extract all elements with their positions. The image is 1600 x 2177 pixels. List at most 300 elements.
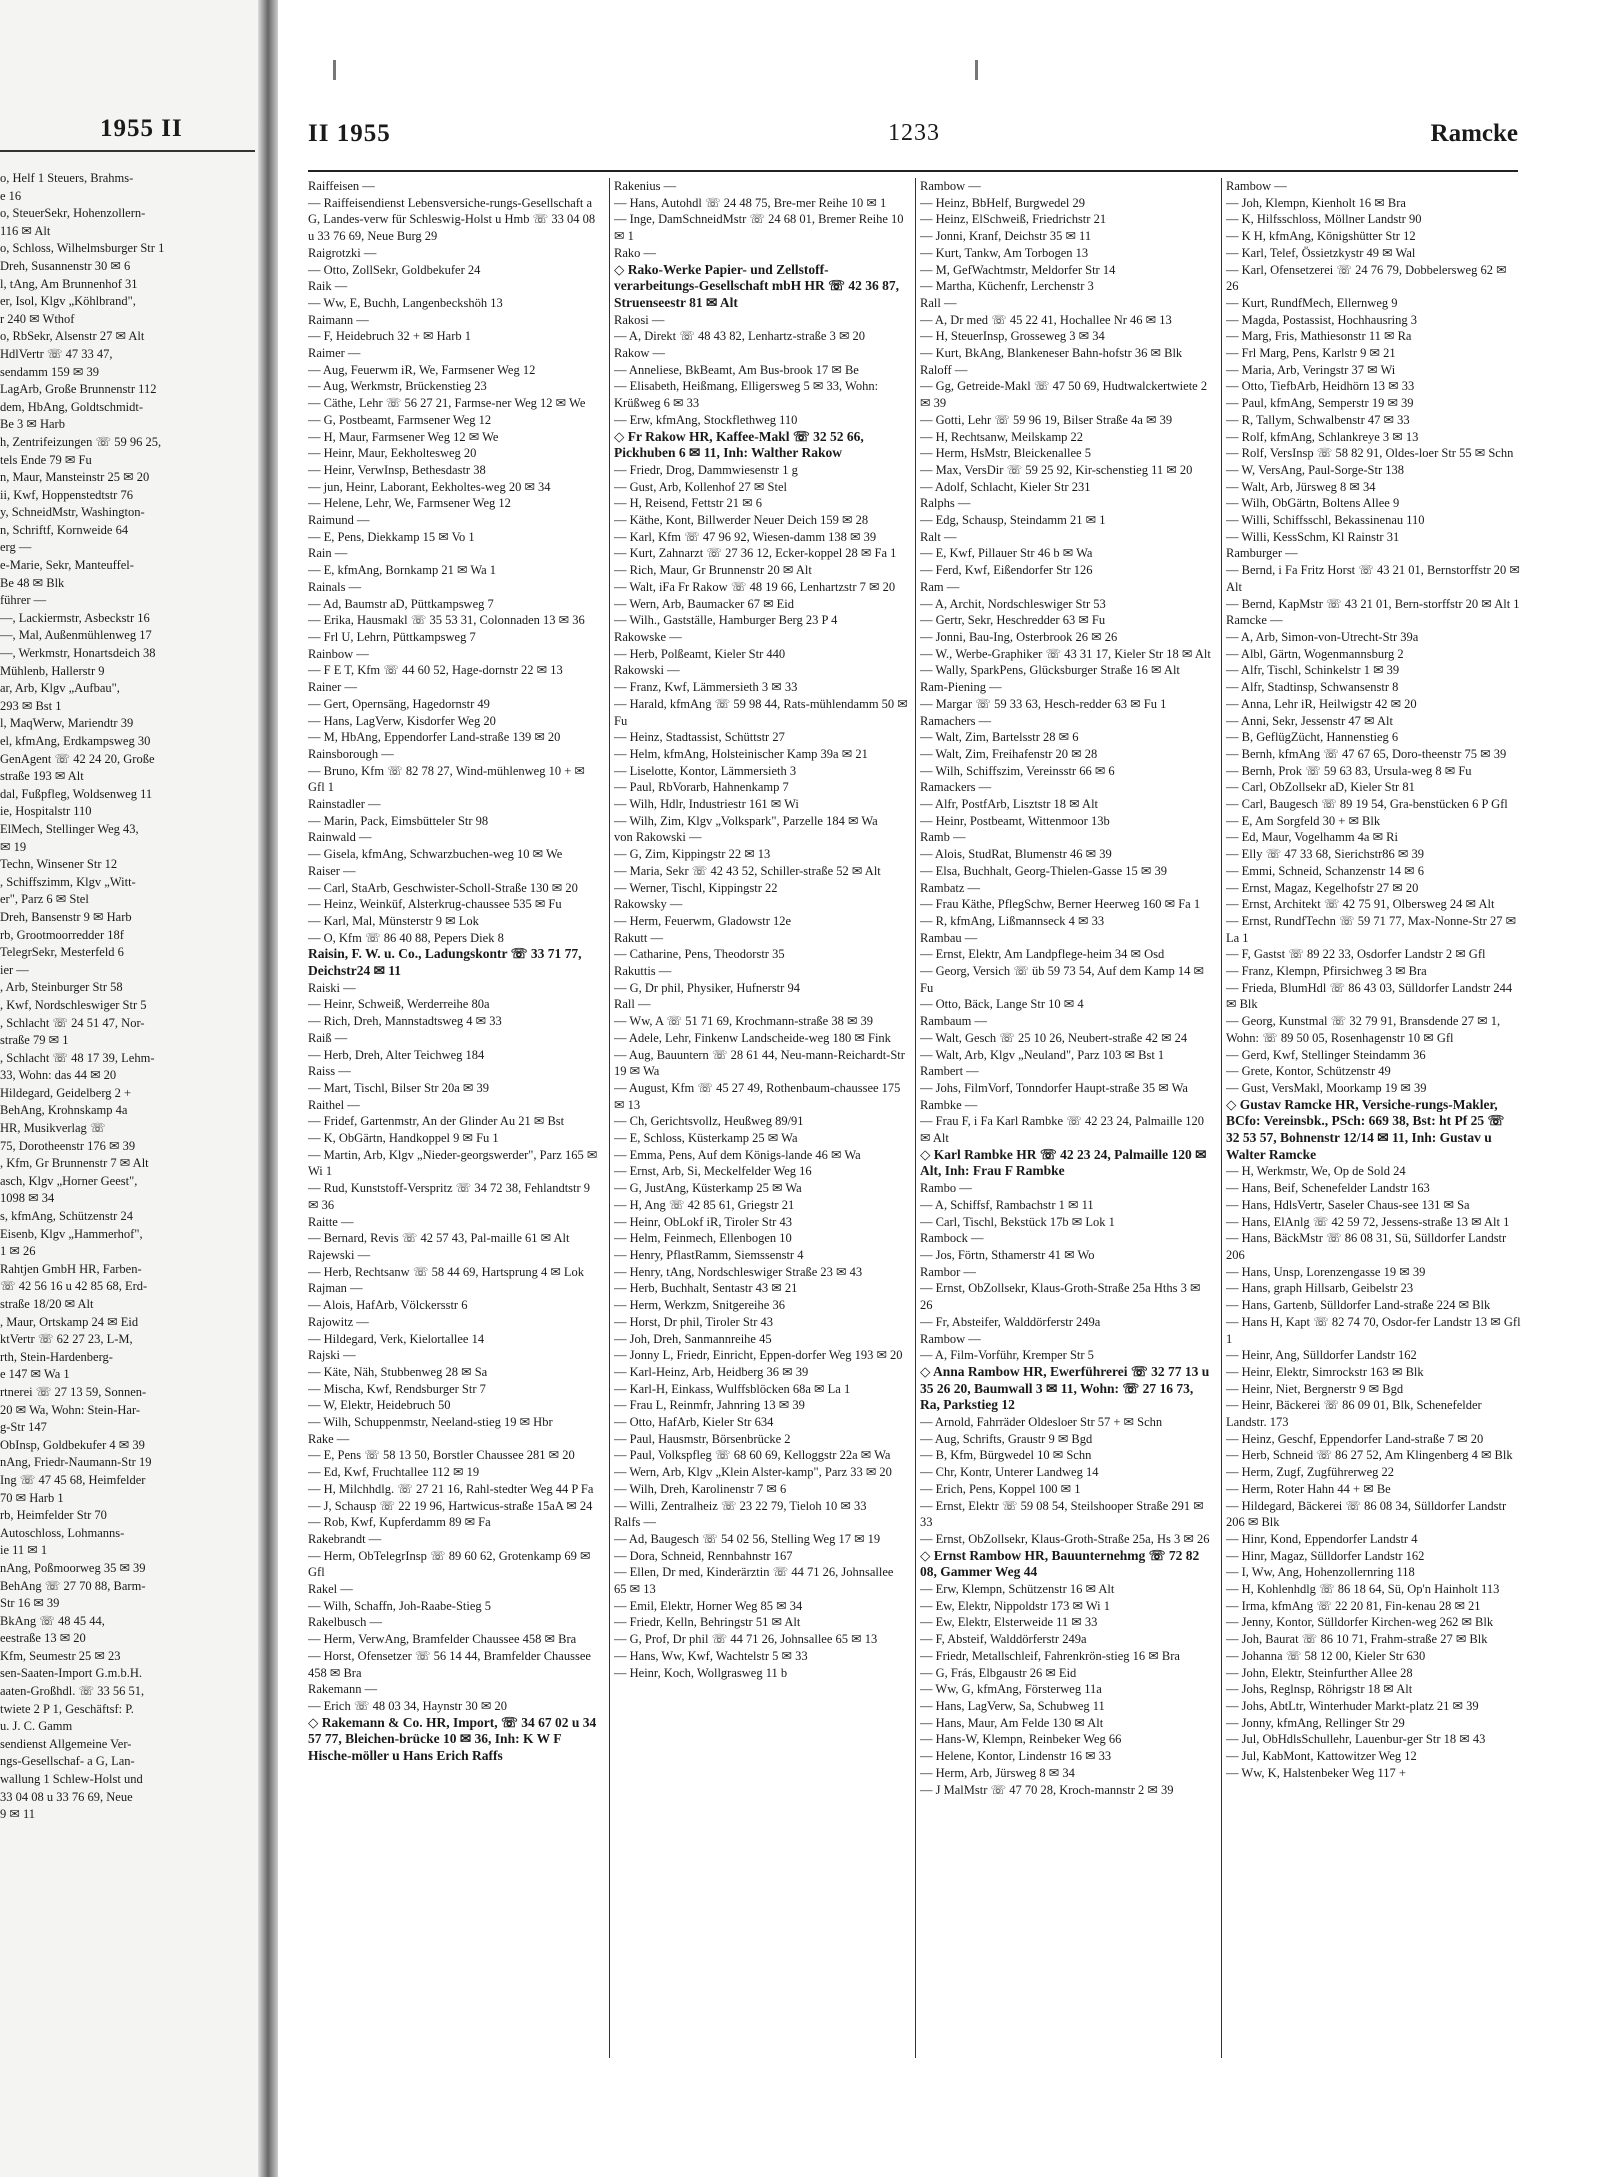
directory-entry: — Martha, Küchenfr, Lerchenstr 3 bbox=[920, 279, 1094, 294]
directory-entry: — A, Dr med ☏ 45 22 41, Hochallee Nr 46 ✉ 13 bbox=[920, 312, 1172, 327]
previous-page-line: erg — bbox=[0, 540, 32, 555]
directory-entry: — Maria, Arb, Veringstr 37 ✉ Wi bbox=[1226, 362, 1396, 377]
directory-entry: — Bernd, i Fa Fritz Horst ☏ 43 21 01, Bernstorffstr 20 ✉ Alt bbox=[1226, 563, 1520, 594]
directory-entry: — Johs, Reglnsp, Röhrigstr 18 ✉ Alt bbox=[1226, 1682, 1413, 1697]
directory-entry: — Wilh, Schaffn, Joh-Raabe-Stieg 5 bbox=[308, 1598, 492, 1613]
directory-entry: — Paul, kfmAng, Semperstr 19 ✉ 39 bbox=[1226, 396, 1414, 411]
directory-entry: — Ernst, Architekt ☏ 42 75 91, Olbersweg 24 ✉ Alt bbox=[1226, 897, 1495, 912]
directory-entry: — Rud, Kunststoff-Verspritz ☏ 34 72 38, Fehlandtstr 9 ✉ 36 bbox=[308, 1181, 591, 1212]
directory-entry: — Hans, Beif, Schenefelder Landstr 163 bbox=[1226, 1181, 1430, 1196]
directory-entry: — Gisela, kfmAng, Schwarzbuchen-weg 10 ✉ We bbox=[308, 847, 563, 862]
surname-heading: Raiss — bbox=[308, 1064, 351, 1079]
directory-entry: — Hans, ElAnlg ☏ 42 59 72, Jessens-straße 13 ✉ Alt 1 bbox=[1226, 1214, 1510, 1229]
directory-entry: — Erich, Pens, Koppel 100 ✉ 1 bbox=[920, 1481, 1081, 1496]
directory-entry: — H, Reisend, Fettstr 21 ✉ 6 bbox=[614, 496, 762, 511]
directory-entry: — Hinr, Magaz, Sülldorfer Landstr 162 bbox=[1226, 1548, 1425, 1563]
directory-entry: Raisin, F. W. u. Co., Ladungskontr ☏ 33 71 77, Deichstr24 ✉ 11 bbox=[308, 946, 582, 979]
surname-heading: Raigrotzki — bbox=[308, 245, 377, 260]
directory-entry: — Erw, Klempn, Schützenstr 16 ✉ Alt bbox=[920, 1582, 1115, 1597]
previous-page-line: , Schlacht ☏ 24 51 47, Nor- bbox=[0, 1015, 145, 1030]
directory-entry: — H, Werkmstr, We, Op de Sold 24 bbox=[1226, 1164, 1406, 1179]
directory-entry: — Walt, Zim, Bartelsstr 28 ✉ 6 bbox=[920, 730, 1079, 745]
directory-entry: — Otto, Bäck, Lange Str 10 ✉ 4 bbox=[920, 997, 1084, 1012]
directory-entry: — E, Schloss, Küsterkamp 25 ✉ Wa bbox=[614, 1131, 798, 1146]
surname-heading: Rambert — bbox=[920, 1064, 979, 1079]
directory-entry: — Chr, Kontr, Unterer Landweg 14 bbox=[920, 1465, 1099, 1480]
directory-entry: — Walt, iFa Fr Rakow ☏ 48 19 66, Lenhartzstr 7 ✉ 20 bbox=[614, 579, 896, 594]
directory-entry: ◇ Rako-Werke Papier- und Zellstoff-verarbeitungs-Gesellschaft mbH HR ☏ 42 36 87, Struenseestr 81 ✉ Alt bbox=[614, 261, 899, 310]
directory-entry: — Otto, TiefbArb, Heidhörn 13 ✉ 33 bbox=[1226, 379, 1415, 394]
previous-page-line: BehAng, Krohnskamp 4a bbox=[0, 1103, 128, 1118]
surname-heading: Raimund — bbox=[308, 513, 370, 528]
directory-entry: — Alois, HafArb, Völckersstr 6 bbox=[308, 1298, 468, 1313]
surname-heading: Raimann — bbox=[308, 312, 369, 327]
previous-page-line: ElMech, Stellinger Weg 43, bbox=[0, 821, 139, 836]
directory-entry: — Elly ☏ 47 33 68, Sierichstr86 ✉ 39 bbox=[1226, 847, 1424, 862]
directory-entry: — Hans, Autohdl ☏ 24 48 75, Bre-mer Reihe 10 ✉ 1 bbox=[614, 195, 887, 210]
directory-entry: — Frau L, Reinmfr, Jahnring 13 ✉ 39 bbox=[614, 1398, 805, 1413]
directory-entry: — E, Kwf, Pillauer Str 46 b ✉ Wa bbox=[920, 546, 1093, 561]
previous-page-line: sendienst Allgemeine Ver- bbox=[0, 1736, 132, 1751]
directory-entry: — Heinr, ObLokf iR, Tiroler Str 43 bbox=[614, 1214, 792, 1229]
directory-entry: — E, Pens, Diekkamp 15 ✉ Vo 1 bbox=[308, 529, 475, 544]
directory-entry: — Walt, Arb, Klgv „Neuland", Parz 103 ✉ Bst 1 bbox=[920, 1047, 1165, 1062]
previous-page-line: ie 11 ✉ 1 bbox=[0, 1543, 48, 1558]
surname-heading: Raiffeisen — bbox=[308, 179, 375, 193]
directory-entry: — Jul, ObHdlsSchullehr, Lauenbur-ger Str 18 ✉ 43 bbox=[1226, 1732, 1486, 1747]
directory-entry: — Elisabeth, Heißmang, Elligersweg 5 ✉ 33, Wohn: Krüßweg 6 ✉ 33 bbox=[614, 379, 879, 411]
scan-mark bbox=[333, 60, 336, 80]
surname-heading: Rambow — bbox=[920, 179, 981, 193]
previous-page-line: ✉ 19 bbox=[0, 839, 27, 854]
directory-entry: — Werner, Tischl, Kippingstr 22 bbox=[614, 880, 778, 895]
directory-entry: — Franz, Klempn, Pfirsichweg 3 ✉ Bra bbox=[1226, 964, 1427, 979]
directory-entry: — Anni, Sekr, Jessenstr 47 ✉ Alt bbox=[1226, 713, 1393, 728]
previous-page-line: r 240 ✉ Wthof bbox=[0, 311, 75, 326]
directory-entry: — Johs, AbtLtr, Winterhuder Markt-platz 21 ✉ 39 bbox=[1226, 1698, 1479, 1713]
previous-page-line: Kfm, Seumestr 25 ✉ 23 bbox=[0, 1648, 121, 1663]
previous-page-line: , Kwf, Nordschleswiger Str 5 bbox=[0, 997, 147, 1012]
directory-entry: — Ed, Maur, Vogelhamm 4a ✉ Ri bbox=[1226, 830, 1398, 845]
directory-entry: — Kurt, Tankw, Am Torbogen 13 bbox=[920, 245, 1089, 260]
directory-entry: — W, VersAng, Paul-Sorge-Str 138 bbox=[1226, 462, 1405, 477]
surname-heading: Raithel — bbox=[308, 1097, 360, 1112]
previous-page-line: , Schiffszimm, Klgv „Witt- bbox=[0, 874, 136, 889]
previous-page-line: ObInsp, Goldbekufer 4 ✉ 39 bbox=[0, 1437, 145, 1452]
surname-heading: Ralfs — bbox=[614, 1515, 657, 1530]
directory-entry: — Rich, Dreh, Mannstadtsweg 4 ✉ 33 bbox=[308, 1014, 502, 1029]
directory-entry: — Helene, Kontor, Lindenstr 16 ✉ 33 bbox=[920, 1749, 1112, 1764]
directory-column-4 bbox=[1226, 178, 1521, 2058]
directory-entry: — M, HbAng, Eppendorfer Land-straße 139 ✉ 20 bbox=[308, 730, 561, 745]
directory-entry: — Jonni, Bau-Ing, Osterbrook 26 ✉ 26 bbox=[920, 629, 1118, 644]
previous-page-line: 33, Wohn: das 44 ✉ 20 bbox=[0, 1068, 117, 1083]
directory-entry: — Hildegard, Bäckerei ☏ 86 08 34, Sülldorfer Landstr 206 ✉ Blk bbox=[1226, 1498, 1507, 1530]
previous-page-line: rb, Heimfelder Str 70 bbox=[0, 1508, 107, 1523]
surname-heading: Rajski — bbox=[308, 1348, 356, 1363]
previous-page-line: twiete 2 P 1, Geschäftsf: P. bbox=[0, 1701, 134, 1716]
directory-entry: — John, Elektr, Steinfurther Allee 28 bbox=[1226, 1665, 1413, 1680]
surname-heading: Ramcke — bbox=[1226, 613, 1283, 628]
directory-entry: — Herm, Werkzm, Snitgereihe 36 bbox=[614, 1298, 785, 1313]
directory-entry: — Fr, Absteifer, Walddörferstr 249a bbox=[920, 1314, 1101, 1329]
directory-entry: — Herb, Buchhalt, Sentastr 43 ✉ 21 bbox=[614, 1281, 798, 1296]
directory-entry: — Ad, Baumstr aD, Püttkampsweg 7 bbox=[308, 596, 494, 611]
directory-entry: — Hans, Gartenb, Sülldorfer Land-straße 224 ✉ Blk bbox=[1226, 1298, 1491, 1313]
directory-column-2 bbox=[614, 178, 909, 2058]
directory-entry: — Herm, Feuerwm, Gladowstr 12e bbox=[614, 913, 792, 928]
directory-entry: ◇ Rakemann & Co. HR, Import, ☏ 34 67 02 u 34 57 77, Bleichen-brücke 10 ✉ 36, Inh: K W F Hische-möller u Hans Erich Raffs bbox=[308, 1714, 597, 1764]
directory-column-3 bbox=[920, 178, 1215, 2058]
previous-page-line: , Schlacht ☏ 48 17 39, Lehm- bbox=[0, 1050, 155, 1065]
directory-entry: — Rich, Maur, Gr Brunnenstr 20 ✉ Alt bbox=[614, 563, 812, 578]
directory-entry: — Heinz, Geschf, Eppendorfer Land-straße 7 ✉ 20 bbox=[1226, 1431, 1484, 1446]
directory-entry: — Georg, Versich ☏ üb 59 73 54, Auf dem Kamp 14 ✉ Fu bbox=[920, 964, 1204, 995]
directory-entry: ◇ Fr Rakow HR, Kaffee-Makl ☏ 32 52 66, Pickhuben 6 ✉ 11, Inh: Walther Rakow bbox=[614, 428, 864, 461]
directory-entry: — Margar ☏ 59 33 63, Hesch-redder 63 ✉ Fu 1 bbox=[920, 696, 1167, 711]
surname-heading: Rambor — bbox=[920, 1264, 976, 1279]
previous-page-line: el, kfmAng, Erdkampsweg 30 bbox=[0, 734, 151, 748]
previous-page-line: o, Helf 1 Steuers, Brahms- bbox=[0, 171, 134, 185]
directory-entry: — Maria, Sekr ☏ 42 43 52, Schiller-straße 52 ✉ Alt bbox=[614, 863, 881, 878]
previous-page-line: —, Lackiermstr, Asbeckstr 16 bbox=[0, 610, 150, 625]
directory-entry: — Emil, Elektr, Horner Weg 85 ✉ 34 bbox=[614, 1598, 803, 1613]
directory-entry: — Emma, Pens, Auf dem Königs-lande 46 ✉ Wa bbox=[614, 1147, 861, 1162]
directory-entry: — H, Kohlenhdlg ☏ 86 18 64, Sü, Op'n Hainholt 113 bbox=[1226, 1582, 1500, 1597]
surname-heading: Rambow — bbox=[1226, 179, 1287, 193]
directory-entry: — Heinz, ElSchweiß, Friedrichstr 21 bbox=[920, 212, 1107, 227]
surname-heading: Rakenius — bbox=[614, 179, 677, 193]
directory-entry: — Erw, kfmAng, Stockflethweg 110 bbox=[614, 412, 798, 427]
directory-entry: — Kurt, BkAng, Blankeneser Bahn-hofstr 36 ✉ Blk bbox=[920, 346, 1183, 361]
previous-page-line: , Kfm, Gr Brunnenstr 7 ✉ Alt bbox=[0, 1156, 149, 1171]
directory-entry: ◇ Gustav Ramcke HR, Versiche-rungs-Makler, BCfo: Vereinsbk., PSch: 669 38, Bst: ht Pf 25 ☏ 32 53 57, Bohnenstr 12/14 ✉ 11, Inh: Gustav u Walter Ramcke bbox=[1226, 1096, 1505, 1162]
directory-entry: — F, Gastst ☏ 89 22 33, Osdorfer Landstr 2 ✉ Gfl bbox=[1226, 947, 1486, 962]
directory-entry: — G, Prof, Dr phil ☏ 44 71 26, Johnsallee 65 ✉ 13 bbox=[614, 1632, 878, 1647]
surname-heading: Raitte — bbox=[308, 1214, 354, 1229]
directory-entry: — Carl, StaArb, Geschwister-Scholl-Straße 130 ✉ 20 bbox=[308, 880, 578, 895]
surname-heading: Raimer — bbox=[308, 346, 361, 361]
previous-page-line: , Maur, Ortskamp 24 ✉ Eid bbox=[0, 1314, 139, 1329]
directory-entry: — Frl Marg, Pens, Karlstr 9 ✉ 21 bbox=[1226, 346, 1396, 361]
directory-entry: — Walt, Arb, Jürsweg 8 ✉ 34 bbox=[1226, 479, 1376, 494]
directory-entry: — Herm, HsMstr, Bleickenallee 5 bbox=[920, 446, 1091, 461]
directory-entry: — Joh, Baurat ☏ 86 10 71, Frahm-straße 27 ✉ Blk bbox=[1226, 1632, 1488, 1647]
directory-entry: — Ernst, Elektr, Am Landpflege-heim 34 ✉ Osd bbox=[920, 947, 1165, 962]
surname-heading: Raiski — bbox=[308, 980, 356, 995]
directory-columns bbox=[308, 178, 1521, 2058]
directory-entry: — Ed, Kwf, Fruchtallee 112 ✉ 19 bbox=[308, 1465, 480, 1480]
directory-entry: — Jos, Förtn, Sthamerstr 41 ✉ Wo bbox=[920, 1248, 1095, 1262]
directory-entry: — Jul, KabMont, Kattowitzer Weg 12 bbox=[1226, 1749, 1417, 1764]
directory-entry: — Frau Käthe, PflegSchw, Berner Heerweg 160 ✉ Fa 1 bbox=[920, 897, 1201, 912]
directory-column-1 bbox=[308, 178, 603, 2058]
directory-entry: — H, Rechtsanw, Meilskamp 22 bbox=[920, 429, 1084, 444]
directory-entry: — Herm, Arb, Jürsweg 8 ✉ 34 bbox=[920, 1765, 1075, 1780]
directory-entry: — Rob, Kwf, Kupferdamm 89 ✉ Fa bbox=[308, 1515, 491, 1530]
directory-entry: — Grete, Kontor, Schützenstr 49 bbox=[1226, 1064, 1391, 1079]
previous-page-line: n, Schriftf, Kornweide 64 bbox=[0, 522, 129, 537]
directory-entry: — O, Kfm ☏ 86 40 88, Pepers Diek 8 bbox=[308, 930, 504, 945]
directory-entry: — Martin, Arb, Klgv „Nieder-georgswerder", Parz 165 ✉ Wi 1 bbox=[308, 1147, 598, 1179]
previous-page-line: dal, Fußpfleg, Woldsenweg 11 bbox=[0, 786, 153, 801]
directory-entry: — Cäthe, Lehr ☏ 56 27 21, Farmse-ner Weg 12 ✉ We bbox=[308, 396, 586, 411]
directory-entry: — Friedr, Kelln, Behringstr 51 ✉ Alt bbox=[614, 1615, 801, 1630]
directory-entry: — H, SteuerInsp, Grosseweg 3 ✉ 34 bbox=[920, 329, 1105, 344]
directory-entry: — Ew, Elektr, Elsterweide 11 ✉ 33 bbox=[920, 1615, 1098, 1630]
directory-entry: — Ww, E, Buchh, Langenbeckshöh 13 bbox=[308, 295, 503, 310]
previous-page-line: ii, Kwf, Hoppenstedtstr 76 bbox=[0, 487, 133, 502]
directory-entry: — Bernh, kfmAng ☏ 47 67 65, Doro-theenstr 75 ✉ 39 bbox=[1226, 746, 1507, 761]
surname-heading: Ramackers — bbox=[920, 780, 992, 795]
previous-page-line: ngs-Gesellschaf- a G, Lan- bbox=[0, 1754, 135, 1769]
previous-page-line: o, Schloss, Wilhelmsburger Str 1 bbox=[0, 241, 165, 256]
directory-entry: — Herm, Roter Hahn 44 + ✉ Be bbox=[1226, 1481, 1391, 1496]
previous-page-line: g-Str 147 bbox=[0, 1420, 47, 1435]
directory-entry: — Arnold, Fahrräder Oldesloer Str 57 + ✉ Schn bbox=[920, 1415, 1163, 1430]
previous-page-line: 1098 ✉ 34 bbox=[0, 1191, 55, 1206]
directory-entry: — Hans-W, Klempn, Reinbeker Weg 66 bbox=[920, 1732, 1122, 1747]
previous-page-line: l, tAng, Am Brunnenhof 31 bbox=[0, 276, 138, 291]
surname-heading: Rajowitz — bbox=[308, 1314, 369, 1329]
previous-page-line: ier — bbox=[0, 962, 29, 977]
previous-page-line: 70 ✉ Harb 1 bbox=[0, 1490, 64, 1505]
previous-page-line: Eisenb, Klgv „Hammerhof", bbox=[0, 1226, 143, 1241]
surname-heading: Rakowsky — bbox=[614, 897, 683, 912]
surname-heading: Rambke — bbox=[920, 1097, 978, 1112]
directory-entry: ◇ Ernst Rambow HR, Bauunternehmg ☏ 72 82 08, Gammer Weg 44 bbox=[920, 1547, 1200, 1580]
directory-entry: — Karl, Ofensetzerei ☏ 24 76 79, Dobbelersweg 62 ✉ 26 bbox=[1226, 262, 1507, 294]
surname-heading: Rainstadler — bbox=[308, 797, 381, 812]
directory-entry: — Carl, Baugesch ☏ 89 19 54, Gra-benstücken 6 P Gfl bbox=[1226, 797, 1508, 812]
directory-entry: — Helm, Feinmech, Ellenbogen 10 bbox=[614, 1231, 792, 1246]
surname-heading: Ramburger — bbox=[1226, 546, 1298, 561]
surname-heading: Rall — bbox=[614, 997, 651, 1012]
directory-entry: — Aug, Schrifts, Graustr 9 ✉ Bgd bbox=[920, 1431, 1093, 1446]
directory-entry: — Willi, KessSchm, Kl Rainstr 31 bbox=[1226, 529, 1400, 544]
directory-entry: — Anneliese, BkBeamt, Am Bus-brook 17 ✉ Be bbox=[614, 362, 859, 377]
surname-heading: Rambow — bbox=[920, 1331, 981, 1346]
surname-heading: Ram — bbox=[920, 579, 960, 594]
surname-heading: Ramb — bbox=[920, 830, 966, 845]
previous-page-line: rtnerei ☏ 27 13 59, Sonnen- bbox=[0, 1384, 147, 1399]
directory-entry: — Wern, Arb, Baumacker 67 ✉ Eid bbox=[614, 596, 795, 611]
previous-page-line: LagArb, Große Brunnenstr 112 bbox=[0, 382, 157, 397]
directory-entry: — J MalMstr ☏ 47 70 28, Kroch-mannstr 2 ✉ 39 bbox=[920, 1782, 1174, 1797]
directory-entry: — Horst, Ofensetzer ☏ 56 14 44, Bramfelder Chaussee 458 ✉ Bra bbox=[308, 1648, 591, 1680]
directory-entry: — Käthe, Kont, Billwerder Neuer Deich 159 ✉ 28 bbox=[614, 513, 869, 528]
directory-entry: — August, Kfm ☏ 45 27 49, Rothenbaum-chaussee 175 ✉ 13 bbox=[614, 1080, 901, 1112]
directory-entry: — Ch, Gerichtsvollz, Heußweg 89/91 bbox=[614, 1114, 804, 1129]
header-rule bbox=[308, 170, 1518, 172]
directory-entry: — Wilh, Dreh, Karolinenstr 7 ✉ 6 bbox=[614, 1481, 787, 1496]
previous-page-line: Hildegard, Geidelberg 2 + bbox=[0, 1085, 132, 1100]
surname-heading: Rako — bbox=[614, 245, 657, 260]
surname-heading: Rainer — bbox=[308, 680, 357, 695]
directory-entry: — W, Elektr, Heidebruch 50 bbox=[308, 1398, 451, 1413]
surname-heading: Rakebrandt — bbox=[308, 1531, 382, 1546]
directory-entry: — Ernst, Arb, Si, Meckelfelder Weg 16 bbox=[614, 1164, 812, 1179]
directory-entry: — Adele, Lehr, Finkenw Landscheide-weg 180 ✉ Fink bbox=[614, 1030, 891, 1045]
directory-entry: — Carl, ObZollsekr aD, Kieler Str 81 bbox=[1226, 780, 1415, 795]
surname-heading: Raik — bbox=[308, 279, 348, 294]
directory-entry: — Irma, kfmAng ☏ 22 20 81, Fin-kenau 28 ✉ 21 bbox=[1226, 1598, 1481, 1613]
directory-entry: — Dora, Schneid, Rennbahnstr 167 bbox=[614, 1548, 793, 1563]
directory-entry: — Gerd, Kwf, Stellinger Steindamm 36 bbox=[1226, 1047, 1426, 1062]
directory-entry: — A, Schiffsf, Rambachstr 1 ✉ 11 bbox=[920, 1197, 1094, 1212]
directory-entry: — R, Tallym, Schwalbenstr 47 ✉ 33 bbox=[1226, 412, 1410, 427]
directory-entry: — J, Schausp ☏ 22 19 96, Hartwicus-straße 15aA ✉ 24 bbox=[308, 1498, 593, 1513]
previous-page-line: 75, Dorotheenstr 176 ✉ 39 bbox=[0, 1138, 136, 1153]
surname-heading: Rall — bbox=[920, 295, 957, 310]
directory-entry: — Frl U, Lehrn, Püttkampsweg 7 bbox=[308, 629, 476, 644]
directory-entry: — Johs, FilmVorf, Tonndorfer Haupt-straße 35 ✉ Wa bbox=[920, 1080, 1188, 1095]
directory-entry: — Joh, Dreh, Sanmannreihe 45 bbox=[614, 1331, 772, 1346]
directory-page bbox=[278, 20, 1578, 2140]
directory-entry: — Wilh, Schuppenmstr, Neeland-stieg 19 ✉ Hbr bbox=[308, 1415, 553, 1430]
directory-entry: — Marin, Pack, Eimsbütteler Str 98 bbox=[308, 813, 489, 828]
directory-entry: — Otto, HafArb, Kieler Str 634 bbox=[614, 1415, 774, 1430]
directory-entry: — Bernh, Prok ☏ 59 63 83, Ursula-weg 8 ✉ Fu bbox=[1226, 763, 1472, 778]
directory-entry: — Hans, LagVerw, Kisdorfer Weg 20 bbox=[308, 713, 496, 728]
directory-entry: — Harald, kfmAng ☏ 59 98 44, Rats-mühlendamm 50 ✉ Fu bbox=[614, 696, 908, 728]
directory-entry: — Aug, Feuerwm iR, We, Farmsener Weg 12 bbox=[308, 362, 536, 377]
surname-heading: Rambo — bbox=[920, 1181, 972, 1196]
directory-entry: — Friedr, Metallschleif, Fahrenkrön-stieg 16 ✉ Bra bbox=[920, 1648, 1180, 1663]
previous-page-line: er", Parz 6 ✉ Stel bbox=[0, 892, 89, 907]
directory-entry: — Ernst, Magaz, Kegelhofstr 27 ✉ 20 bbox=[1226, 880, 1419, 895]
surname-heading: Ralphs — bbox=[920, 496, 971, 511]
previous-page-line: Mühlenb, Hallerstr 9 bbox=[0, 663, 105, 678]
previous-page-line: HR, Musikverlag ☏ bbox=[0, 1121, 106, 1136]
previous-page-line: Ing ☏ 47 45 68, Heimfelder bbox=[0, 1472, 146, 1487]
directory-entry: — Walt, Gesch ☏ 25 10 26, Neubert-straße 42 ✉ 24 bbox=[920, 1030, 1188, 1045]
directory-entry: — Ernst, Elektr ☏ 59 08 54, Steilshooper Straße 291 ✉ 33 bbox=[920, 1498, 1204, 1530]
directory-entry: — Herb, Polßeamt, Kieler Str 440 bbox=[614, 646, 786, 661]
directory-entry: — Karl, Mal, Münsterstr 9 ✉ Lok bbox=[308, 913, 479, 928]
previous-page-line: Rahtjen GmbH HR, Farben- bbox=[0, 1261, 142, 1276]
directory-entry: — Karl, Kfm ☏ 47 96 92, Wiesen-damm 138 ✉ 39 bbox=[614, 529, 877, 544]
previous-page-line: o, RbSekr, Alsenstr 27 ✉ Alt bbox=[0, 329, 145, 344]
directory-entry: — Inge, DamSchneidMstr ☏ 24 68 01, Bremer Reihe 10 ✉ 1 bbox=[614, 212, 904, 244]
directory-entry: — Heinr, VerwInsp, Bethesdastr 38 bbox=[308, 462, 486, 477]
directory-entry: — Raiffeisendienst Lebensversiche-rungs-Gesellschaft a G, Landes-verw für Schleswig-Holst u Hmb ☏ 33 04 08 u 33 76 69, Neue Burg 29 bbox=[308, 195, 596, 244]
previous-page-line: Techn, Winsener Str 12 bbox=[0, 857, 118, 872]
directory-entry: — Gert, Opernsäng, Hagedornstr 49 bbox=[308, 696, 490, 711]
surname-heading: Rainbow — bbox=[308, 646, 369, 661]
previous-page-line: straße 18/20 ✉ Alt bbox=[0, 1297, 94, 1311]
directory-entry: — jun, Heinr, Laborant, Eekholtes-weg 20 ✉ 34 bbox=[308, 479, 551, 494]
directory-entry: — Paul, Volkspfleg ☏ 68 60 69, Kelloggstr 22a ✉ Wa bbox=[614, 1448, 891, 1463]
directory-entry: — Hans, LagVerw, Sa, Schubweg 11 bbox=[920, 1698, 1105, 1713]
directory-entry: — Ww, A ☏ 51 71 69, Krochmann-straße 38 ✉ 39 bbox=[614, 1014, 874, 1029]
directory-entry: — Wern, Arb, Klgv „Klein Alster-kamp", Parz 33 ✉ 20 bbox=[614, 1465, 892, 1480]
directory-entry: — Aug, Werkmstr, Brückenstieg 23 bbox=[308, 379, 487, 394]
directory-entry: — Kurt, RundfMech, Ellernweg 9 bbox=[1226, 295, 1398, 310]
directory-entry: — Hans, graph Hillsarb, Geibelstr 23 bbox=[1226, 1281, 1414, 1296]
directory-entry: — Heinr, Niet, Bergnerstr 9 ✉ Bgd bbox=[1226, 1381, 1404, 1396]
directory-entry: — Rolf, VersInsp ☏ 58 82 91, Oldes-loer Str 55 ✉ Schn bbox=[1226, 446, 1514, 461]
surname-heading: Rakowski — bbox=[614, 663, 680, 678]
previous-page-line: h, Zentrifeizungen ☏ 59 96 25, bbox=[0, 434, 162, 449]
previous-page-line: 33 04 08 u 33 76 69, Neue bbox=[0, 1789, 133, 1804]
directory-entry: — Gotti, Lehr ☏ 59 96 19, Bilser Straße 4a ✉ 39 bbox=[920, 412, 1173, 427]
previous-page-line: dem, HbAng, Goldtschmidt- bbox=[0, 399, 144, 414]
previous-page-line: o, SteuerSekr, Hohenzollern- bbox=[0, 206, 146, 221]
directory-entry: — G, Zim, Kippingstr 22 ✉ 13 bbox=[614, 847, 771, 862]
directory-entry: — Otto, ZollSekr, Goldbekufer 24 bbox=[308, 262, 481, 277]
directory-entry: — B, GeflügZücht, Hannenstieg 6 bbox=[1226, 730, 1399, 745]
directory-entry: — Edg, Schausp, Steindamm 21 ✉ 1 bbox=[920, 513, 1106, 528]
directory-entry: — H, Maur, Farmsener Weg 12 ✉ We bbox=[308, 429, 499, 444]
directory-entry: — E, kfmAng, Bornkamp 21 ✉ Wa 1 bbox=[308, 563, 497, 578]
directory-entry: — G, Dr phil, Physiker, Hufnerstr 94 bbox=[614, 980, 800, 995]
directory-entry: — Ad, Baugesch ☏ 54 02 56, Stelling Weg 17 ✉ 19 bbox=[614, 1531, 881, 1546]
surname-heading: von Rakowski — bbox=[614, 830, 702, 845]
directory-entry: — Herb, Schneid ☏ 86 27 52, Am Klingenberg 4 ✉ Blk bbox=[1226, 1448, 1513, 1463]
directory-entry: — Herm, ObTelegrInsp ☏ 89 60 62, Grotenkamp 69 ✉ Gfl bbox=[308, 1548, 591, 1580]
previous-page-line: ktVertr ☏ 62 27 23, L-M, bbox=[0, 1332, 133, 1347]
directory-entry: — Paul, Hausmstr, Börsenbrücke 2 bbox=[614, 1431, 791, 1446]
directory-entry: — Friedr, Drog, Dammwiesenstr 1 g bbox=[614, 462, 798, 477]
surname-heading: Rambau — bbox=[920, 930, 978, 945]
previous-page-line: GenAgent ☏ 42 24 20, Große bbox=[0, 751, 155, 766]
directory-entry: — Bernd, KapMstr ☏ 43 21 01, Bern-storffstr 20 ✉ Alt 1 bbox=[1226, 596, 1520, 611]
directory-entry: — Georg, Kunstmal ☏ 32 79 91, Bransdende 27 ✉ 1, Wohn: ☏ 89 50 05, Rosenhagenstr 10 ✉ Gfl bbox=[1226, 1014, 1501, 1045]
surname-heading: Rakuttis — bbox=[614, 964, 672, 979]
directory-entry: — Adolf, Schlacht, Kieler Str 231 bbox=[920, 479, 1091, 494]
previous-page-line: BkAng ☏ 48 45 44, bbox=[0, 1613, 105, 1628]
directory-entry: — Mischa, Kwf, Rendsburger Str 7 bbox=[308, 1381, 486, 1396]
previous-page-line: nAng, Poßmoorweg 35 ✉ 39 bbox=[0, 1560, 146, 1575]
directory-entry: — Gertr, Sekr, Heschredder 63 ✉ Fu bbox=[920, 613, 1106, 628]
directory-entry: — Herb, Rechtsanw ☏ 58 44 69, Hartsprung 4 ✉ Lok bbox=[308, 1264, 585, 1279]
directory-entry: — Frau F, i Fa Karl Rambke ☏ 42 23 24, Palmaille 120 ✉ Alt bbox=[920, 1114, 1205, 1146]
directory-entry: — Albl, Gärtn, Wogenmannsburg 2 bbox=[1226, 646, 1404, 661]
surname-heading: Rake — bbox=[308, 1431, 350, 1446]
surname-heading: Rakemann — bbox=[308, 1682, 378, 1697]
previous-page-line: straße 193 ✉ Alt bbox=[0, 769, 84, 784]
surname-heading: Rambatz — bbox=[920, 880, 981, 895]
directory-entry: — Aug, Bauuntern ☏ 28 61 44, Neu-mann-Reichardt-Str 19 ✉ Wa bbox=[614, 1047, 905, 1079]
surname-heading: Rajman — bbox=[308, 1281, 363, 1296]
directory-entry: — Ww, K, Halstenbeker Weg 117 + bbox=[1226, 1765, 1406, 1780]
surname-heading: Raloff — bbox=[920, 362, 968, 377]
directory-entry: ◇ Anna Rambow HR, Ewerführerei ☏ 32 77 13 u 35 26 20, Baumwall 3 ✉ 11, Wohn: ☏ 27 16 73, Ra, Parkstieg 12 bbox=[920, 1363, 1210, 1413]
directory-entry: — Heinr, Bäckerei ☏ 86 09 01, Blk, Schenefelder Landstr. 173 bbox=[1226, 1398, 1482, 1430]
directory-entry: — Elsa, Buchhalt, Georg-Thielen-Gasse 15 ✉ 39 bbox=[920, 863, 1167, 878]
directory-entry: — H, Milchhdlg. ☏ 27 21 16, Rahl-stedter Weg 44 P Fa bbox=[308, 1481, 594, 1496]
directory-entry: — Herb, Dreh, Alter Teichweg 184 bbox=[308, 1047, 485, 1062]
previous-page-line: —, Werkmstr, Honartsdeich 38 bbox=[0, 646, 156, 661]
directory-entry: — Helm, kfmAng, Holsteinischer Kamp 39a ✉ 21 bbox=[614, 746, 868, 761]
previous-page-line: 1 ✉ 26 bbox=[0, 1244, 36, 1259]
surname-heading: Rakosi — bbox=[614, 312, 665, 327]
directory-entry: — Hans, Unsp, Lorenzengasse 19 ✉ 39 bbox=[1226, 1264, 1426, 1279]
previous-page-header-rule bbox=[0, 150, 255, 152]
directory-entry: — Ferd, Kwf, Eißendorfer Str 126 bbox=[920, 563, 1093, 578]
directory-entry: — Anna, Lehr iR, Heilwigstr 42 ✉ 20 bbox=[1226, 696, 1417, 711]
directory-entry: — Paul, RbVorarb, Hahnenkamp 7 bbox=[614, 780, 789, 795]
surname-heading: Rambaum — bbox=[920, 1014, 988, 1029]
directory-entry: — E, Am Sorgfeld 30 + ✉ Blk bbox=[1226, 813, 1381, 828]
page-header bbox=[308, 120, 1518, 160]
directory-entry: — Mart, Tischl, Bilser Str 20a ✉ 39 bbox=[308, 1080, 489, 1095]
scan-mark bbox=[975, 60, 978, 80]
previous-page-line: wallung 1 Schlew-Holst und bbox=[0, 1772, 143, 1787]
surname-heading: Rakelbusch — bbox=[308, 1615, 382, 1630]
directory-entry: — Herm, VerwAng, Bramfelder Chaussee 458 ✉ Bra bbox=[308, 1632, 577, 1647]
